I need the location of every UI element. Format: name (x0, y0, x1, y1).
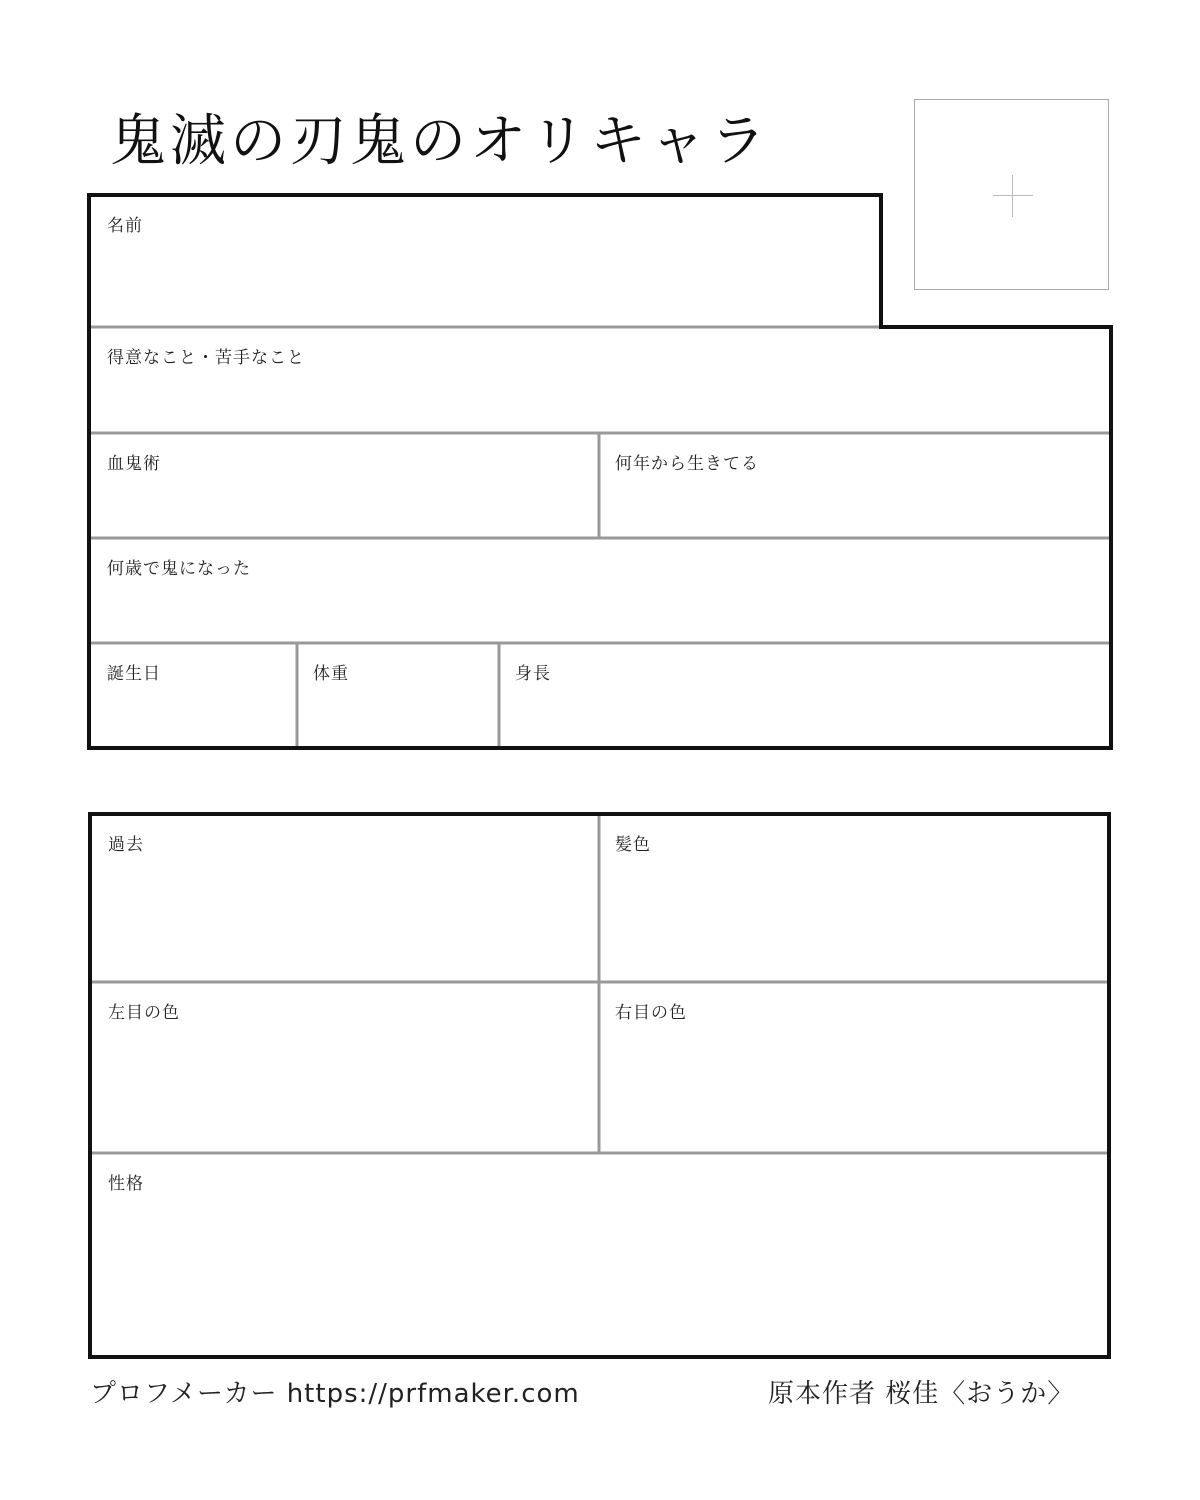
living-since-field[interactable] (599, 435, 1109, 536)
height-label: 身長 (515, 664, 551, 684)
past-label: 過去 (108, 835, 144, 855)
strengths-weaknesses-label: 得意なこと・苦手なこと (107, 348, 305, 368)
height-field[interactable] (499, 645, 1109, 746)
past-field[interactable] (92, 816, 597, 980)
age-became-demon-label: 何歳で鬼になった (107, 559, 251, 579)
blood-demon-art-label: 血鬼術 (107, 454, 161, 474)
name-field[interactable] (91, 197, 879, 325)
left-eye-color-field[interactable] (92, 984, 597, 1151)
personality-label: 性格 (108, 1174, 144, 1194)
hair-color-field[interactable] (599, 816, 1107, 980)
maker-credit: プロフメーカー https://prfmaker.com (90, 1379, 580, 1409)
weight-label: 体重 (313, 664, 349, 684)
age-became-demon-field[interactable] (91, 540, 1109, 641)
birthday-label: 誕生日 (107, 664, 161, 684)
personality-field[interactable] (92, 1155, 1107, 1355)
birthday-field[interactable] (91, 645, 295, 746)
name-label: 名前 (107, 216, 143, 236)
hair-color-label: 髪色 (615, 835, 651, 855)
page-title: 鬼滅の刃鬼のオリキャラ (110, 109, 770, 174)
strengths-weaknesses-field[interactable] (91, 329, 1109, 431)
original-author-credit: 原本作者 桜佳〈おうか〉 (768, 1379, 1075, 1409)
right-eye-color-label: 右目の色 (615, 1003, 687, 1023)
left-eye-color-label: 左目の色 (108, 1003, 180, 1023)
plus-icon (993, 195, 1033, 196)
right-eye-color-field[interactable] (599, 984, 1107, 1151)
living-since-label: 何年から生きてる (615, 454, 759, 474)
blood-demon-art-field[interactable] (91, 435, 597, 536)
plus-icon-vertical (1012, 175, 1013, 217)
photo-upload-box[interactable] (914, 99, 1109, 290)
weight-field[interactable] (297, 645, 497, 746)
